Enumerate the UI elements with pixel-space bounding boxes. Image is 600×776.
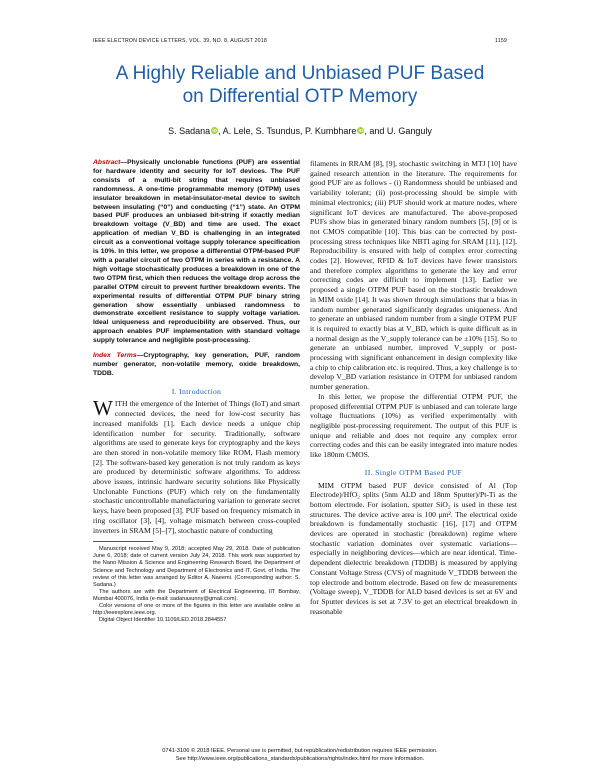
footnote-divider — [93, 541, 153, 542]
rights-link-line: See http://www.ieee.org/publications_standards/publications/rights/index.html for more information. — [175, 756, 425, 762]
drop-cap: W — [93, 396, 113, 421]
abstract-lead: Abstract — [93, 159, 121, 166]
right-paragraph-1: filaments in RRAM [8], [9], stochastic switching in MTJ [10] have gained research attention in the literature. The requirements for good PUF are as follows - (i) Randomness should be unbiased and variability tolerant; (ii) post-processing should be simple with minimal electronics; (iii) PUF should work at mature nodes, where significant IoT devices are manufactured. The above-proposed PUFs show bias in generated binary random numbers [5], [9] or is not CMOS compatible [10]. This bias can be corrected by post-processing stress techniques like NBTI aging for SRAM [11], [12]. Reproducibility is ensured with help of complex error correcting codes [2]. However, RFID & IoT devices have fewer transistors and therefore complex algorithms to generate the key and error correcting codes are difficult to implement [13]. Earlier we proposed a single OTPM PUF based on the stochastic breakdown in MIM oxide [14]. It was shown through simulations that a bias in random number generated significantly degrades uniqueness. And to generate an unbiased random number from a single OTPM PUF it is required to exactly bias at V_BD, which is quite difficult as in a normal design as the V_supply tolerance can be ±10% [15]. So to generate an unbiased number, improved V_supply or post-processing with significant enhancement in design complexity like a chip to chip calibration etc. is required. Thus, a key challenge is to develop V_BD variation resistance in OTPM for unbiased random number generation. — [310, 159, 517, 392]
abstract-text: —Physically unclonable functions (PUF) are essential for hardware identity and security for IoT devices. The PUF consists of a multi-bit string that requires unbiased randomness. A one-time programmable memory (OTPM) uses insulator breakdown in metal-insulator-metal device to switch between insulating (“0”) and conducting (“1”) state. An OTPM based PUF produces an unbiased bit-string if exactly median breakdown voltage (V_BD) and time are used. The exact application of median V_BD is challenging in an integrated circuit as a conventional voltage supply tolerance specification is 10%. In this letter, we propose a differential OTPM-based PUF with a parallel circuit of two OTPM in series with a resistance. A high voltage stochastically produces a breakdown in one of the two OTPM first, which then reduces the voltage drop across the parallel OTPM circuit to prevent further breakdown events. The experimental results of differential OTPM PUF binary string generation show essentially unbiased randomness to demonstrate excellent resistance to supply voltage variation. Ideal uniqueness and reproducibility are observed. Thus, our approach enables PUF implementation with standard voltage supply tolerance and negligible post-processing. — [93, 159, 300, 345]
right-paragraph-2: In this letter, we propose the differential OTPM PUF, the proposed differential OTPM PUF is unbiased and can tolerate large voltage fluctuations (10%) as verified experimentally with negligible post-processing requirement. The output of this PUF is unique and reliable and does not require any complex error correcting codes and this can be easily integrated into mature nodes like 180nm CMOS. — [310, 391, 517, 460]
index-terms-lead: Index Terms — [93, 352, 137, 360]
section-heading-introduction: I. Introduction — [171, 386, 222, 396]
footnote-doi: Digital Object Identifier 10.1109/LED.2018.2844557 — [99, 617, 227, 624]
page-number: 1159 — [495, 38, 507, 44]
copyright-footer — [60, 747, 540, 763]
right-column — [310, 159, 517, 616]
title-line-2: on Differential OTP Memory — [182, 86, 418, 107]
author-sadana: S. Sadana — [168, 126, 211, 136]
copyright-line: 0741-3106 © 2018 IEEE. Personal use is permitted, but republication/redistribution requires IEEE permission. — [162, 748, 438, 754]
intro-paragraph — [93, 396, 300, 535]
section2-paragraph: MIM OTPM based PUF device consisted of Al (Top Electrode)/HfO₂ splits (5nm ALD and 18nm Sputter)/Pt-Ti as the bottom electrode. For isolation, sputter SiO₂ is used in these test structures. The device active area is 100 μm². The electrical oxide breakdown is fundamentally stochastic [16], [17] and OTPM devices are operated in stochastic (breakdown) regime where stochastic variation dominates over systematic variations—especially in neighboring devices—which are near identical. Time-dependent dielectric breakdown (TDDB) is measured by applying Constant Voltage Stress (CVS) of magnitude V_TDDB between the top electrode and bottom electrode. Based on few dc measurements (Voltage sweep), V_TDDB for ALD based devices is set at 6V and for Sputter devices is set at 7.3V to get an electrical breakdown in reasonable — [310, 480, 517, 616]
author-list — [60, 126, 540, 136]
footnotes — [93, 546, 300, 624]
orcid-icon[interactable]: iD — [212, 128, 217, 133]
journal-header: IEEE ELECTRON DEVICE LETTERS, VOL. 39, NO. 8, AUGUST 2018 — [93, 38, 267, 44]
index-terms — [93, 352, 300, 379]
author-middle: , A. Lele, S. Tsundus, P. Kumbhare — [218, 126, 357, 136]
footnote-affiliation: The authors are with the Department of Electrical Engineering, IIT Bombay, Mumbai 400076, India (e-mail: sadanasunny@gmail.com). — [93, 588, 300, 602]
orcid-icon[interactable]: iD — [358, 128, 364, 133]
paper-title — [60, 62, 540, 108]
title-line-1: A Highly Reliable and Unbiased PUF Based — [115, 63, 485, 84]
author-ganguly: , and U. Ganguly — [364, 126, 432, 136]
running-header — [93, 38, 507, 48]
footnote-color: Color versions of one or more of the figures in this letter are available online at http://ieeexplore.ieee.org. — [93, 603, 300, 617]
index-terms-text: —Cryptography, key generation, PUF, random number generator, non-volatile memory, oxide breakdown, TDDB. — [93, 352, 301, 377]
left-column — [93, 159, 300, 624]
abstract — [93, 159, 300, 346]
footnote-manuscript: Manuscript received May 9, 2018; accepted May 29, 2018. Date of publication June 6, 2018; date of current version July 24, 2018. This work was supported by the Nano Mission & Science and Engineering Research Board, the Department of Science and Technology and Department of Electronics and IT, Govt. of India. The review of this letter was arranged by Editor A. Naeemi. (Corresponding author: S. Sadana.) — [93, 546, 300, 588]
section-heading-single-otpm: II. Single OTPM Based PUF — [364, 467, 463, 477]
intro-text: ITH the emergence of the Internet of Things (IoT) and smart connected devices, the need for low-cost security has increased manifolds [1]. Each device needs a unique chip identification number for security. Traditionally, software algorithms are used to generate keys for cryptography and the keys are then stored in non-volatile memory like ROM, Flash memory [2]. The software-based key generation is not truly random as keys are produced by deterministic software algorithms. To address above issues, intrinsic hardware security solutions like Physically Unclonable Functions (PUF) which rely on the fundamentally stochastic uncontrollable manufacturing variation to generate secret keys, have been proposed [3]. PUF based on frequency mismatch in ring oscillator [3], [4], voltage mismatch between cross-coupled inverters in SRAM [5]–[7], stochastic nature of conducting — [93, 399, 300, 535]
